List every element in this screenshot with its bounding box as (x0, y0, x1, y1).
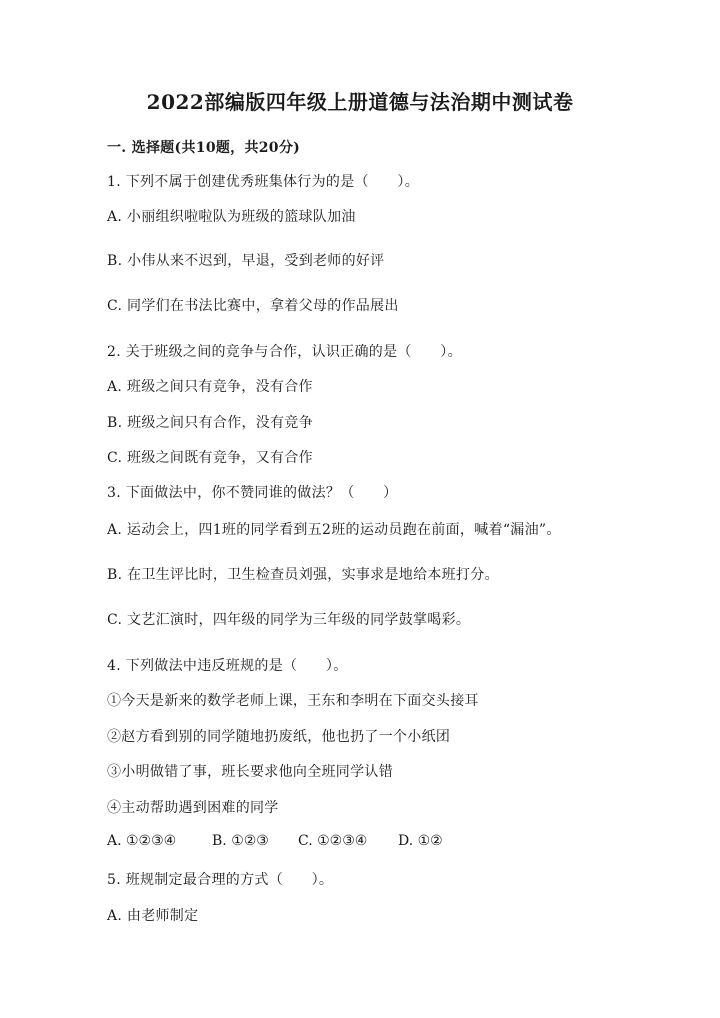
question-1-option-b: B. 小伟从来不迟到，早退，受到老师的好评 (107, 253, 385, 269)
question-1-option-c: C. 同学们在书法比赛中，拿着父母的作品展出 (107, 298, 399, 314)
question-2-option-a: A. 班级之间只有竞争，没有合作 (107, 379, 313, 395)
question-4-item-4: ④主动帮助遇到困难的同学 (107, 800, 279, 816)
question-3-option-c: C. 文艺汇演时，四年级的同学为三年级的同学鼓掌喝彩。 (107, 612, 471, 628)
question-4-option-d: D. ①② (398, 833, 443, 849)
question-2-option-b: B. 班级之间只有合作，没有竞争 (107, 415, 313, 431)
question-3-stem: 3. 下面做法中，你不赞同谁的做法？（ ） (107, 485, 398, 501)
question-5-option-a: A. 由老师制定 (107, 908, 199, 924)
section-heading: 一. 选择题(共10题，共20分) (107, 140, 301, 156)
question-4-option-b: B. ①②③ (212, 833, 269, 849)
question-4-option-c: C. ①②③④ (298, 833, 368, 849)
question-1-option-a: A. 小丽组织啦啦队为班级的篮球队加油 (107, 209, 356, 225)
question-5-stem: 5. 班规制定最合理的方式（ ）。 (107, 872, 334, 888)
question-1-stem: 1. 下列不属于创建优秀班集体行为的是（ ）。 (107, 174, 420, 190)
question-4-item-3: ③小明做错了事，班长要求他向全班同学认错 (107, 764, 393, 780)
question-2-stem: 2. 关于班级之间的竞争与合作，认识正确的是（ ）。 (107, 344, 462, 360)
question-4-item-1: ①今天是新来的数学老师上课，王东和李明在下面交头接耳 (107, 693, 479, 709)
question-3-option-b: B. 在卫生评比时，卫生检查员刘强，实事求是地给本班打分。 (107, 567, 499, 583)
question-4-stem: 4. 下列做法中违反班规的是（ ）。 (107, 658, 348, 674)
question-4-item-2: ②赵方看到别的同学随地扔废纸，他也扔了一个小纸团 (107, 729, 451, 745)
exam-title: 2022部编版四年级上册道德与法治期中测试卷 (146, 90, 574, 114)
question-4-option-a: A. ①②③④ (107, 833, 177, 849)
question-2-option-c: C. 班级之间既有竞争，又有合作 (107, 450, 313, 466)
question-3-option-a: A. 运动会上，四1班的同学看到五2班的运动员跑在前面，喊着“漏油”。 (107, 522, 561, 538)
